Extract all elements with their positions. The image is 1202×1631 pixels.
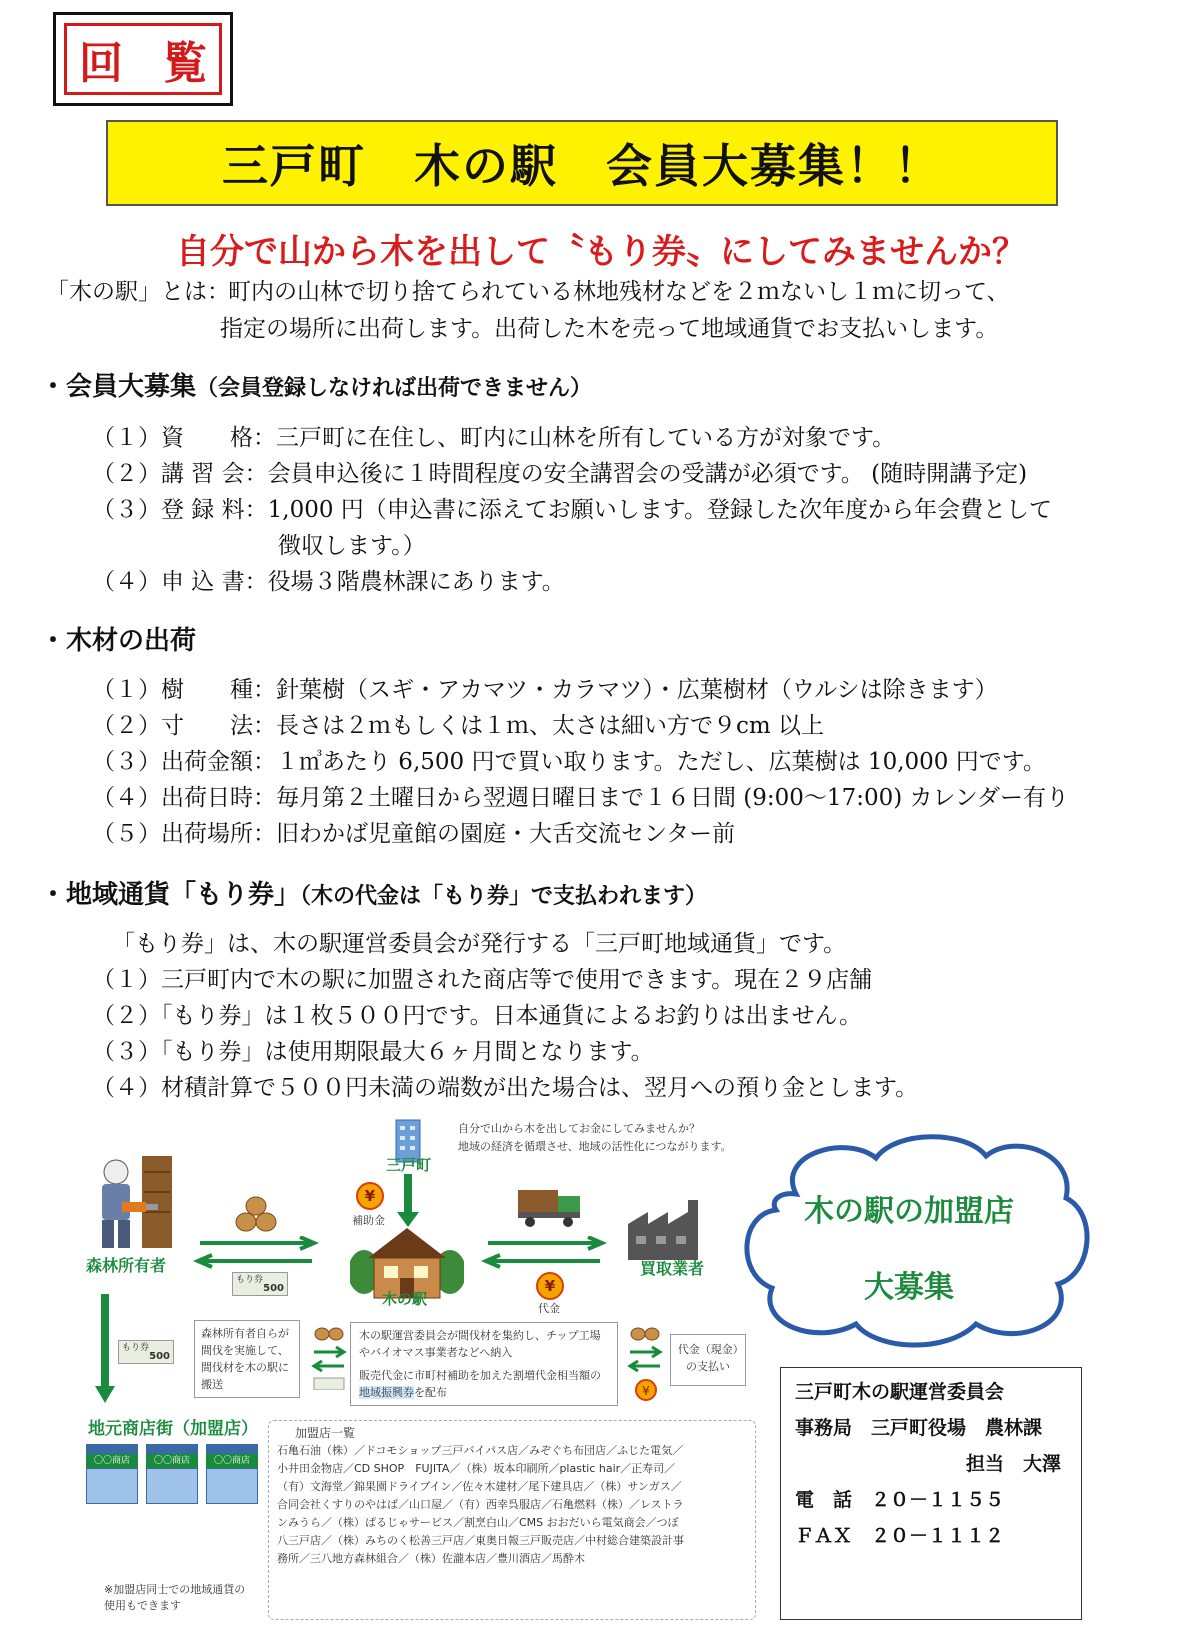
yen-icon: ¥ (356, 1182, 384, 1210)
section2-heading: ・木材の出荷 (40, 626, 197, 656)
buyer-label: 買取業者 (640, 1259, 705, 1278)
owner-label: 森林所有者 (86, 1256, 167, 1275)
contact-org: 三戸町木の駅運営委員会 (795, 1381, 1005, 1403)
section3-title: ・地域通貨「もり券」 (40, 880, 301, 910)
cloud-line2: 大募集 (864, 1270, 954, 1305)
item-label: （５）出荷場所： (92, 821, 276, 847)
shop-note: ※加盟店同士での地域通貨の使用もできます (104, 1583, 246, 1612)
owner-info-box: 森林所有者自らが間伐を実施して、間伐材を木の駅に搬送 (194, 1320, 300, 1398)
list-item: 小井田金物店／CD SHOP FUJITA／（株）坂本印刷所／plastic hair／正寿司／ (277, 1462, 676, 1475)
shop-icon (146, 1444, 198, 1504)
arrow-down-icon (94, 1294, 116, 1404)
section1-note: （会員登録しなければ出荷できません） (196, 376, 593, 401)
contact-tel: 電 話 ２０－１１５５ (795, 1489, 1005, 1511)
item-text: 旧わかば児童館の園庭・大舌交流センター前 (276, 821, 736, 847)
intro-line2: 指定の場所に出荷します。出荷した木を売って地域通貨でお支払いします。 (220, 316, 999, 342)
item-label: （１）資 格： (92, 425, 276, 451)
section3-list (92, 962, 918, 1106)
section1-title: ・会員大募集 (40, 372, 197, 402)
list-item: （４）材積計算で５００円未満の端数が出た場合は、翌月への預り金とします。 (92, 1075, 919, 1101)
item-text: 毎月第２土曜日から翌週日曜日まで１６日間 (9:00〜17:00) カレンダー有り (276, 785, 1070, 811)
section1-list (92, 420, 1052, 600)
logs-exchange-icon (310, 1324, 350, 1390)
list-item: ンみうら／（株）ぱるじゃサービス／割烹白山／CMS おおだいら電気商会／つぼ (277, 1516, 679, 1529)
two-way-arrow-icon (190, 1236, 322, 1270)
list-item (92, 708, 1069, 744)
yen-icon: ¥ (536, 1272, 564, 1300)
item-label: （４）申 込 書： (92, 569, 268, 595)
kairan-text: 回覧 (79, 38, 247, 89)
section3-note: （木の代金は「もり券」で支払われます） (300, 884, 708, 909)
truck-icon (516, 1186, 584, 1228)
contact-office: 事務局 三戸町役場 農林課 (795, 1417, 1043, 1439)
station-info-text4: を配布 (414, 1386, 447, 1399)
list-item (92, 816, 1069, 852)
coupon-value: 500 (263, 1283, 284, 1294)
list-item (92, 744, 1069, 780)
subsidy-label: 補助金 (352, 1214, 385, 1227)
list-item (92, 672, 1069, 708)
diagram-note2: 地域の経済を循環させ、地域の活性化につながります。 (458, 1140, 732, 1153)
factory-icon (626, 1196, 718, 1262)
list-item (92, 780, 1069, 816)
item-text: 徴収します。） (278, 533, 426, 559)
item-label: （３）登 録 料： (92, 497, 268, 523)
item-label: （２）講 習 会： (92, 461, 268, 487)
logs-yen-exchange-icon (626, 1324, 666, 1404)
town-label: 三戸町 (386, 1156, 432, 1174)
intro-label: 「木の駅」とは： (46, 279, 230, 305)
list-item: （１）三戸町内で木の駅に加盟された商店等で使用できます。現在２９店舗 (92, 967, 873, 993)
contact-person: 担当 大澤 (965, 1453, 1061, 1475)
item-label: （１）樹 種： (92, 677, 276, 703)
member-shops-box (268, 1420, 756, 1620)
station-info-text2: 販売代金に市町村補助を加えた割増代金相当額の (359, 1369, 601, 1382)
list-item: （２）「もり券」は１枚５００円です。日本通貨によるお釣りは出ません。 (92, 1003, 863, 1029)
item-text: 役場３階農林課にあります。 (267, 569, 565, 595)
section3-intro: 「もり券」は、木の駅運営委員会が発行する「三戸町地域通貨」です。 (112, 931, 847, 957)
station-info-text1: 木の駅運営委員会が間伐材を集約し、チップ工場やバイオマス事業者などへ納入 (359, 1329, 601, 1359)
forest-owner-icon (92, 1152, 192, 1252)
section2-list (92, 672, 1069, 852)
arrow-down-icon (396, 1174, 420, 1228)
item-label: （４）出荷日時： (92, 785, 276, 811)
item-label: （３）出荷金額： (92, 749, 276, 775)
coupon-label: もり券 (122, 1343, 150, 1353)
intro-line1: 町内の山林で切り捨てられている林地残材などを２ｍないし１ｍに切って、 (228, 279, 1010, 305)
coupon-ticket (118, 1340, 174, 1364)
list-item: 合同会社くすりのやはば／山口屋／（有）西幸呉服店／石亀燃料（株）／レストラ (277, 1498, 684, 1511)
item-label: （２）寸 法： (92, 713, 276, 739)
list-item: （３）「もり券」は使用期限最大６ヶ月間となります。 (92, 1039, 654, 1065)
two-way-arrow-icon (478, 1236, 610, 1270)
list-item (92, 420, 1052, 456)
list-item (92, 492, 1052, 528)
section1-heading (40, 366, 592, 403)
subtitle: 自分で山から木を出して〝もり券〟にしてみませんか？ (176, 232, 1026, 272)
shops-title: 加盟店一覧 (295, 1426, 356, 1440)
shops-list (277, 1442, 747, 1568)
cloud-shape (736, 1124, 1094, 1350)
coupon-label: もり券 (236, 1275, 264, 1285)
shop-row (86, 1444, 258, 1504)
diagram-note1: 自分で山から木を出してお金にしてみませんか？ (458, 1122, 700, 1135)
list-item (92, 528, 1052, 564)
item-text: 1,000 円（申込書に添えてお願いします。登録した次年度から年会費として (267, 497, 1052, 523)
station-info-box (350, 1322, 618, 1406)
item-text: 針葉樹（スギ・アカマツ・カラマツ）・広葉樹材（ウルシは除きます） (276, 677, 998, 703)
page-title: 三戸町 木の駅 会員大募集！！ (222, 139, 942, 193)
list-item: 石亀石油（株）／ドコモショップ三戸バイパス店／みぞぐち布団店／ふじた電気／ (277, 1444, 684, 1457)
station-info-highlight: 地域振興券 (359, 1386, 414, 1399)
list-item: （有）文海堂／錦果園ドライブイン／佐々木建材／尾下建具店／（株）サンガス／ (277, 1480, 682, 1493)
list-item: 務所／三八地方森林組合／（株）佐瀧本店／豊川酒店／馬酔木 (277, 1552, 585, 1565)
item-text: 会員申込後に１時間程度の安全講習会の受講が必須です。 (随時開講予定) (267, 461, 1028, 487)
logs-icon (232, 1194, 288, 1234)
item-text: 三戸町に在住し、町内に山林を所有している方が対象です。 (276, 425, 896, 451)
shop-sign: 〇〇商店 (86, 1454, 138, 1468)
shop-icon (86, 1444, 138, 1504)
item-text: １㎥あたり 6,500 円で買い取ります。ただし、広葉樹は 10,000 円です。 (276, 749, 1046, 775)
shopping-label: 地元商店街（加盟店） (88, 1419, 258, 1439)
kairan-stamp (64, 23, 247, 95)
list-item (92, 564, 1052, 600)
cloud-line1: 木の駅の加盟店 (804, 1194, 1014, 1229)
shop-sign: 〇〇商店 (146, 1454, 198, 1468)
contact-box (780, 1367, 1082, 1620)
section3-heading (40, 874, 707, 911)
cash-info-box: 代金（現金）の支払い (670, 1334, 746, 1386)
title-banner (106, 120, 1058, 206)
coupon-ticket (232, 1272, 288, 1296)
station-label: 木の駅 (382, 1290, 428, 1308)
coupon-value: 500 (149, 1351, 170, 1362)
item-text: 長さは２ｍもしくは１ｍ、太さは細い方で９cm 以上 (276, 713, 825, 739)
shop-sign: 〇〇商店 (206, 1454, 258, 1468)
payment-label: 代金 (538, 1302, 560, 1315)
shop-icon (206, 1444, 258, 1504)
contact-fax: ＦＡＸ ２０－１１１２ (795, 1525, 1005, 1547)
list-item (92, 456, 1052, 492)
svg-text:¥: ¥ (642, 1384, 650, 1398)
list-item: 八三戸店／（株）みちのく松善三戸店／東奥日報三戸販売店／中村総合建築設計事 (277, 1534, 684, 1547)
